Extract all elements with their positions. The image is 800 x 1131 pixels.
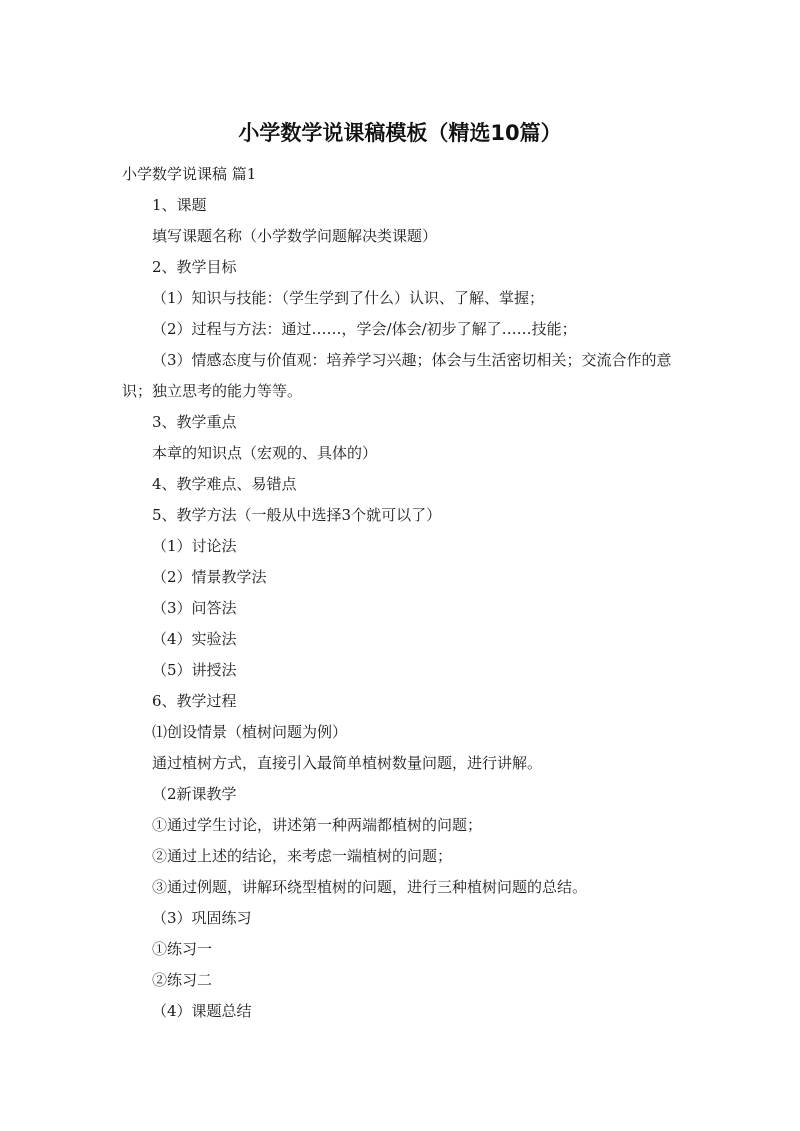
paragraph: ⑴创设情景（植树问题为例） — [152, 723, 348, 741]
document-title: 小学数学说课稿模板（精选10篇） — [238, 121, 562, 145]
paragraph: （1）知识与技能：（学生学到了什么）认识、了解、掌握； — [152, 289, 545, 307]
paragraph: （4）实验法 — [152, 630, 237, 648]
paragraph: 1、课题 — [152, 196, 207, 214]
paragraph: 小学数学说课稿 篇1 — [122, 165, 257, 183]
paragraph: （1）讨论法 — [152, 537, 237, 555]
document-body — [122, 159, 682, 1027]
paragraph: （5）讲授法 — [152, 661, 237, 679]
paragraph: ②通过上述的结论，来考虑一端植树的问题； — [152, 847, 453, 865]
paragraph: ③通过例题，讲解环绕型植树的问题，进行三种植树问题的总结。 — [152, 878, 588, 896]
paragraph: （2）情景教学法 — [152, 568, 267, 586]
paragraph: ①练习一 — [152, 940, 213, 958]
paragraph: （2新课教学 — [152, 785, 237, 803]
paragraph: （3）问答法 — [152, 599, 237, 617]
paragraph: 3、教学重点 — [152, 413, 237, 431]
paragraph: 填写课题名称（小学数学问题解决类课题） — [152, 227, 438, 245]
paragraph: 本章的知识点（宏观的、具体的） — [152, 444, 378, 462]
paragraph: 2、教学目标 — [152, 258, 237, 276]
paragraph: 5、教学方法（一般从中选择3个就可以了） — [152, 506, 442, 524]
paragraph: 6、教学过程 — [152, 692, 237, 710]
paragraph: （4）课题总结 — [152, 1002, 252, 1020]
paragraph: （2）过程与方法：通过……，学会/体会/初步了解了……技能； — [152, 320, 577, 338]
paragraph: 通过植树方式，直接引入最简单植树数量问题，进行讲解。 — [152, 754, 543, 772]
paragraph: ②练习二 — [152, 971, 213, 989]
paragraph: （3）情感态度与价值观：培养学习兴趣；体会与生活密切相关；交流合作的意识；独立思考的能力等等。 — [122, 351, 672, 400]
paragraph: （3）巩固练习 — [152, 909, 252, 927]
paragraph: 4、教学难点、易错点 — [152, 475, 297, 493]
paragraph: ①通过学生讨论，讲述第一种两端都植树的问题； — [152, 816, 483, 834]
